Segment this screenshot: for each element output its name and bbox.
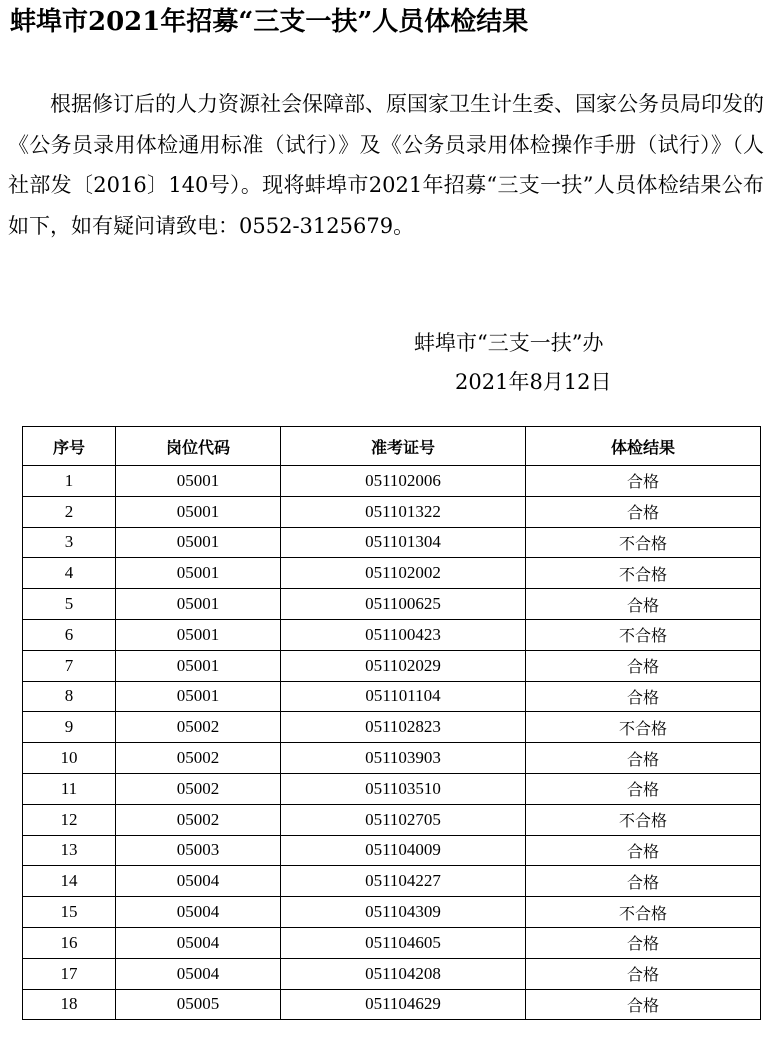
admission-number-cell: 051101104 [281, 681, 526, 712]
table-row [23, 866, 761, 897]
exam-result-cell: 合格 [526, 989, 761, 1020]
admission-number-cell: 051102002 [281, 558, 526, 589]
exam-result-cell: 合格 [526, 496, 761, 527]
header-exam-result: 体检结果 [526, 427, 761, 466]
position-code-cell: 05001 [116, 589, 281, 620]
header-serial: 序号 [23, 427, 116, 466]
results-table-body [23, 466, 761, 1020]
admission-number-cell: 051103903 [281, 743, 526, 774]
position-code-cell: 05002 [116, 804, 281, 835]
serial-cell: 11 [23, 773, 116, 804]
table-row [23, 589, 761, 620]
exam-result-cell: 不合格 [526, 558, 761, 589]
exam-result-cell: 合格 [526, 466, 761, 497]
serial-cell: 2 [23, 496, 116, 527]
signature-date: 2021年8月12日 [455, 370, 612, 394]
table-row [23, 958, 761, 989]
position-code-cell: 05002 [116, 743, 281, 774]
table-row [23, 619, 761, 650]
serial-cell: 6 [23, 619, 116, 650]
table-row [23, 989, 761, 1020]
exam-result-cell: 合格 [526, 650, 761, 681]
exam-result-cell: 不合格 [526, 712, 761, 743]
document-title: 蚌埠市2021年招募“三支一扶”人员体检结果 [10, 7, 529, 37]
exam-result-cell: 不合格 [526, 897, 761, 928]
position-code-cell: 05003 [116, 835, 281, 866]
table-row [23, 927, 761, 958]
table-row [23, 466, 761, 497]
serial-cell: 8 [23, 681, 116, 712]
exam-result-cell: 合格 [526, 835, 761, 866]
position-code-cell: 05001 [116, 650, 281, 681]
serial-cell: 10 [23, 743, 116, 774]
admission-number-cell: 051104309 [281, 897, 526, 928]
table-row [23, 527, 761, 558]
serial-cell: 7 [23, 650, 116, 681]
serial-cell: 4 [23, 558, 116, 589]
admission-number-cell: 051101322 [281, 496, 526, 527]
admission-number-cell: 051102705 [281, 804, 526, 835]
exam-result-cell: 合格 [526, 681, 761, 712]
serial-cell: 1 [23, 466, 116, 497]
table-header-row [23, 427, 761, 466]
serial-cell: 15 [23, 897, 116, 928]
admission-number-cell: 051101304 [281, 527, 526, 558]
exam-result-cell: 合格 [526, 958, 761, 989]
position-code-cell: 05001 [116, 558, 281, 589]
position-code-cell: 05002 [116, 773, 281, 804]
position-code-cell: 05001 [116, 681, 281, 712]
serial-cell: 12 [23, 804, 116, 835]
serial-cell: 17 [23, 958, 116, 989]
table-row [23, 681, 761, 712]
serial-cell: 18 [23, 989, 116, 1020]
position-code-cell: 05004 [116, 958, 281, 989]
admission-number-cell: 051104208 [281, 958, 526, 989]
admission-number-cell: 051102029 [281, 650, 526, 681]
admission-number-cell: 051104629 [281, 989, 526, 1020]
header-position-code: 岗位代码 [116, 427, 281, 466]
intro-paragraph: 根据修订后的人力资源社会保障部、原国家卫生计生委、国家公务员局印发的《公务员录用体检通用标准（试行）》及《公务员录用体检操作手册（试行）》（人社部发〔2016〕140号）。现将蚌埠市2021年招募“三支一扶”人员体检结果公布如下，如有疑问请致电：0552-3125679。 [8, 92, 764, 238]
table-row [23, 773, 761, 804]
position-code-cell: 05005 [116, 989, 281, 1020]
table-row [23, 804, 761, 835]
position-code-cell: 05004 [116, 927, 281, 958]
exam-result-cell: 合格 [526, 773, 761, 804]
exam-result-cell: 不合格 [526, 804, 761, 835]
table-row [23, 650, 761, 681]
signature-organization: 蚌埠市“三支一扶”办 [414, 331, 604, 355]
serial-cell: 3 [23, 527, 116, 558]
admission-number-cell: 051104009 [281, 835, 526, 866]
header-admission-number: 准考证号 [281, 427, 526, 466]
serial-cell: 13 [23, 835, 116, 866]
exam-result-cell: 不合格 [526, 527, 761, 558]
table-row [23, 743, 761, 774]
admission-number-cell: 051102006 [281, 466, 526, 497]
results-table [22, 426, 761, 1020]
exam-result-cell: 合格 [526, 927, 761, 958]
table-row [23, 835, 761, 866]
exam-result-cell: 不合格 [526, 619, 761, 650]
admission-number-cell: 051102823 [281, 712, 526, 743]
serial-cell: 16 [23, 927, 116, 958]
position-code-cell: 05002 [116, 712, 281, 743]
table-row [23, 712, 761, 743]
position-code-cell: 05001 [116, 527, 281, 558]
table-row [23, 496, 761, 527]
table-row [23, 558, 761, 589]
table-row [23, 897, 761, 928]
position-code-cell: 05001 [116, 466, 281, 497]
admission-number-cell: 051100423 [281, 619, 526, 650]
admission-number-cell: 051104605 [281, 927, 526, 958]
exam-result-cell: 合格 [526, 743, 761, 774]
exam-result-cell: 合格 [526, 589, 761, 620]
serial-cell: 9 [23, 712, 116, 743]
exam-result-cell: 合格 [526, 866, 761, 897]
position-code-cell: 05001 [116, 496, 281, 527]
position-code-cell: 05004 [116, 897, 281, 928]
serial-cell: 14 [23, 866, 116, 897]
admission-number-cell: 051104227 [281, 866, 526, 897]
position-code-cell: 05001 [116, 619, 281, 650]
admission-number-cell: 051103510 [281, 773, 526, 804]
admission-number-cell: 051100625 [281, 589, 526, 620]
serial-cell: 5 [23, 589, 116, 620]
position-code-cell: 05004 [116, 866, 281, 897]
